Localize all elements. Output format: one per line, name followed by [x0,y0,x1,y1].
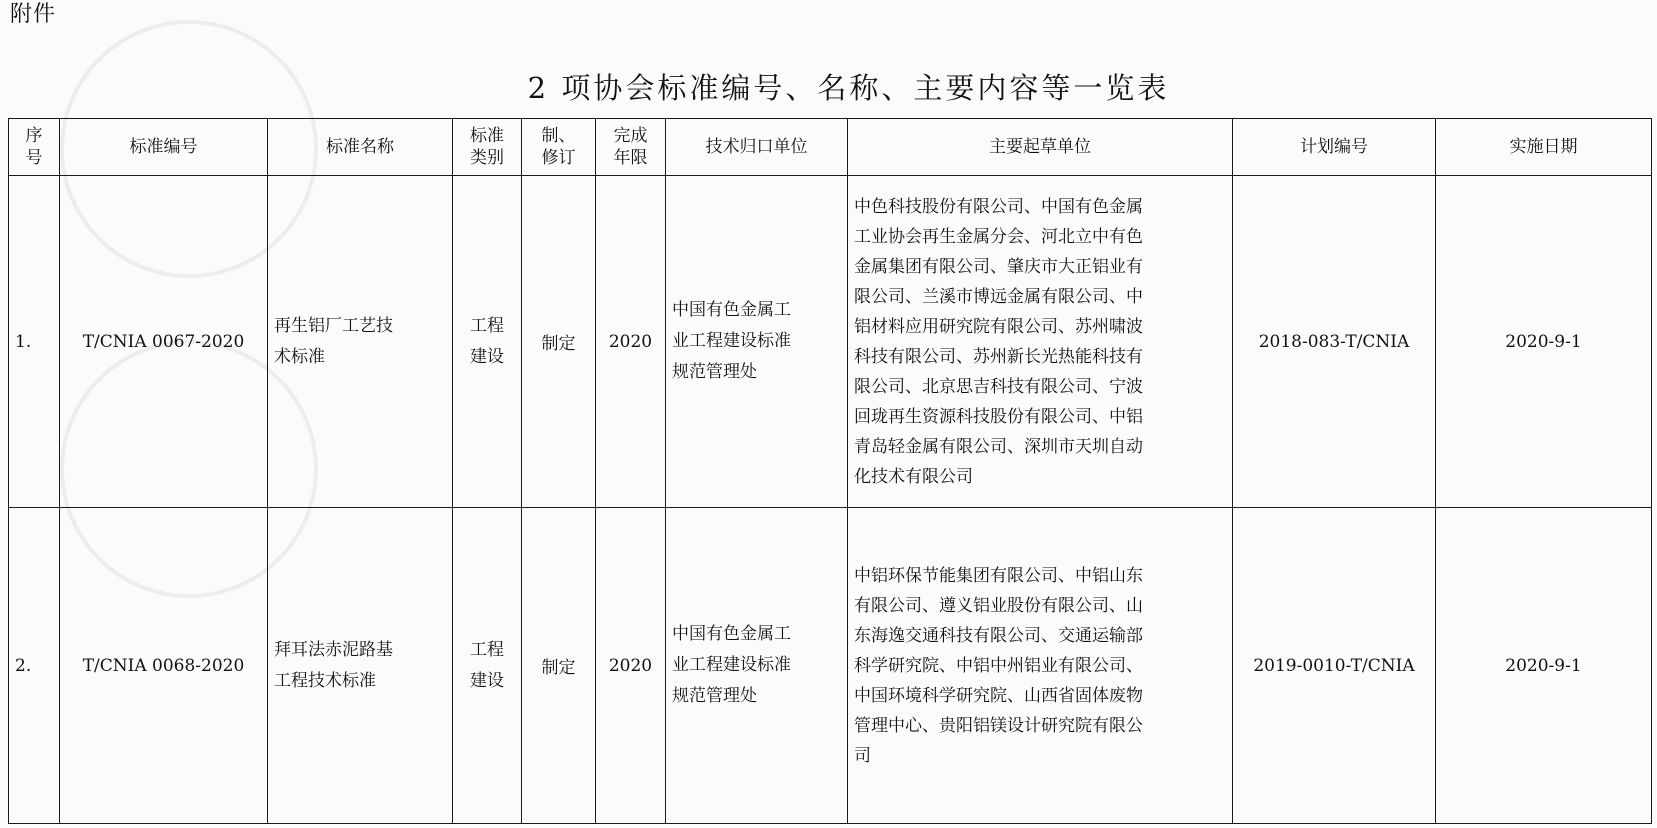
drafters-line: 科技有限公司、苏州新长光热能科技有 [854,346,1143,367]
header-seq-line-1: 序 [25,126,43,146]
drafters-line: 工业协会再生金属分会、河北立中有色 [854,226,1143,247]
drafters-line: 回珑再生资源科技股份有限公司、中铝 [854,406,1143,427]
header-make-revise [522,119,596,176]
standards-table [8,118,1652,824]
cell-category [453,176,522,508]
cell-standard-name-line-1: 拜耳法赤泥路基 [274,639,393,660]
cell-standard-number: T/CNIA 0067-2020 [60,176,268,508]
cell-tech-unit [666,508,848,824]
cell-category-line-2: 建设 [470,346,504,367]
cell-plan-number: 2018-083-T/CNIA [1233,176,1436,508]
cell-drafters [848,176,1233,508]
drafters-line: 中国环境科学研究院、山西省固体废物 [854,685,1143,706]
cell-plan-number: 2019-0010-T/CNIA [1233,508,1436,824]
drafters-line: 限公司、北京思吉科技有限公司、宁波 [854,376,1143,397]
cell-make-revise: 制定 [522,176,596,508]
drafters-line: 青岛轻金属有限公司、深圳市天圳自动 [854,436,1143,457]
header-implementation-date: 实施日期 [1436,119,1652,176]
drafters-line: 司 [854,745,871,766]
drafters-line: 有限公司、遵义铝业股份有限公司、山 [854,595,1143,616]
drafters-line: 管理中心、贵阳铝镁设计研究院有限公 [854,715,1143,736]
header-plan-number: 计划编号 [1233,119,1436,176]
header-deadline-line-2: 年限 [613,148,648,168]
header-deadline [596,119,666,176]
cell-deadline: 2020 [596,508,666,824]
cell-implementation-date: 2020-9-1 [1436,508,1652,824]
header-category-line-1: 标准 [470,126,504,146]
cell-make-revise: 制定 [522,508,596,824]
table-row [9,508,1652,824]
page-title: 2 项协会标准编号、名称、主要内容等一览表 [527,71,1170,105]
drafters-line: 科学研究院、中铝中州铝业有限公司、 [854,655,1143,676]
cell-category-line-1: 工程 [470,639,504,660]
header-make-revise-line-2: 修订 [541,148,576,168]
cell-tech-unit-line-2: 业工程建设标准 [672,655,791,675]
cell-standard-name-line-2: 工程技术标准 [274,670,376,691]
cell-tech-unit-line-2: 业工程建设标准 [672,331,791,351]
cell-seq: 1. [9,176,60,508]
cell-standard-name [268,176,453,508]
header-category-line-2: 类别 [470,148,504,168]
cell-tech-unit-line-3: 规范管理处 [672,362,757,382]
cell-standard-name-line-2: 术标准 [274,346,325,367]
cell-category-line-2: 建设 [470,670,504,691]
cell-tech-unit-line-1: 中国有色金属工 [672,300,791,320]
cell-category-line-1: 工程 [470,315,504,336]
header-drafters: 主要起草单位 [848,119,1233,176]
attachment-label: 附件 [10,2,57,27]
header-seq-line-2: 号 [25,148,43,168]
drafters-line: 化技术有限公司 [854,466,973,487]
cell-implementation-date: 2020-9-1 [1436,176,1652,508]
drafters-line: 东海逸交通科技有限公司、交通运输部 [854,625,1143,646]
header-tech-unit: 技术归口单位 [666,119,848,176]
cell-standard-number: T/CNIA 0068-2020 [60,508,268,824]
header-category [453,119,522,176]
cell-seq: 2. [9,508,60,824]
drafters-line: 中铝环保节能集团有限公司、中铝山东 [854,565,1143,586]
cell-drafters [848,508,1233,824]
cell-tech-unit-line-3: 规范管理处 [672,686,757,706]
cell-tech-unit-line-1: 中国有色金属工 [672,624,791,644]
cell-deadline: 2020 [596,176,666,508]
header-standard-name: 标准名称 [268,119,453,176]
cell-standard-name-line-1: 再生铝厂工艺技 [274,315,393,336]
header-make-revise-line-1: 制、 [541,126,576,146]
header-standard-number: 标准编号 [60,119,268,176]
drafters-line: 限公司、兰溪市博远金属有限公司、中 [854,286,1143,307]
drafters-line: 中色科技股份有限公司、中国有色金属 [854,196,1143,217]
header-seq [9,119,60,176]
table-row [9,176,1652,508]
header-deadline-line-1: 完成 [613,126,648,146]
cell-tech-unit [666,176,848,508]
cell-category [453,508,522,824]
drafters-line: 铝材料应用研究院有限公司、苏州啸波 [854,316,1143,337]
cell-standard-name [268,508,453,824]
table-header-row [9,119,1652,176]
drafters-line: 金属集团有限公司、肇庆市大正铝业有 [854,256,1143,277]
